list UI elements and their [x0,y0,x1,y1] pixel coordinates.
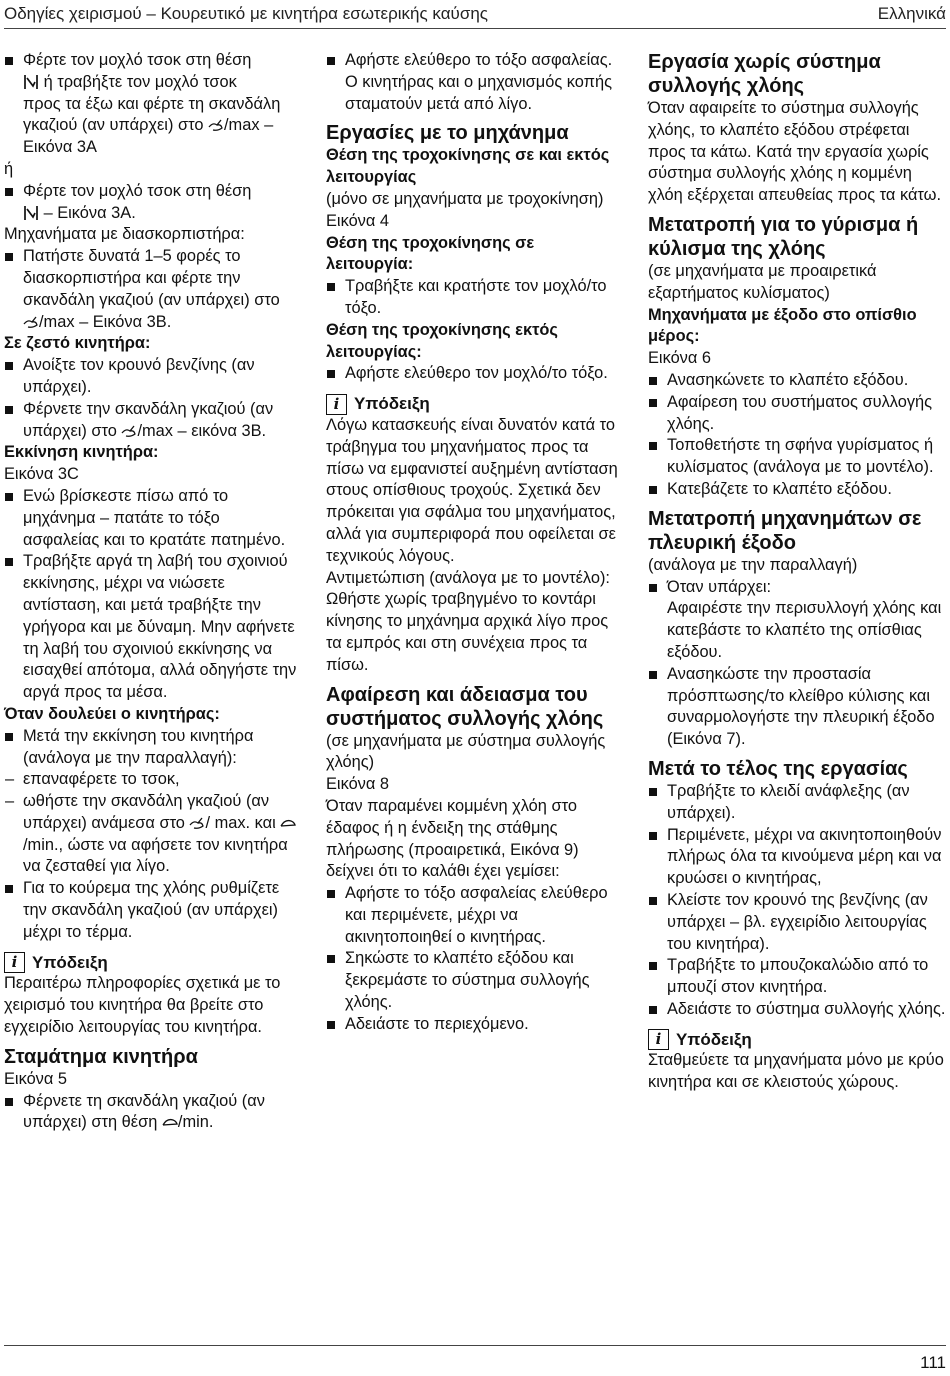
list-item: Φέρτε τον μοχλό τσοκ στη θέση – Εικόνα 3A. [4,181,300,225]
list-item: Φέρνετε τη σκανδάλη γκαζιού (αν υπάρχει) στη θέση /min. [4,1091,300,1135]
list-item: Ενώ βρίσκεστε πίσω από το μηχάνημα – πατάτε το τόξο ασφαλείας και το κρατάτε πατημένο. [4,486,300,551]
figure-ref: Εικόνα 3C [4,465,79,484]
or-text: ή [4,159,14,178]
hare-icon [23,314,39,330]
no-collector-text: Όταν αφαιρείτε το σύστημα συλλογής χλόης, το κλαπέτο εξόδου στρέφεται προς τα κάτω. Κατά την εργασία χωρίς σύστημα συλλογής χλόης η κομμένη χλόη εξέρχεται απευθείας προς τα κάτω. [648,99,942,205]
list-item: Για το κούρεμα της χλόης ρυθμίζετε την σκανδάλη γκαζιού (αν υπάρχει) μέχρι το τέρμα. [4,878,300,943]
footer-rule [4,1345,946,1346]
figure-ref: Εικόνα 4 [326,211,390,230]
note-text: Σταθμεύετε τα μηχανήματα μόνο με κρύο κινητήρα και σε κλειστούς χώρους. [648,1051,944,1092]
remove-text: Όταν παραμένει κομμένη χλόη στο έδαφος ή η ένδειξη της στάθμης πλήρωσης (προαιρετικά, Εικόνα 9) δείχνει ότι το καλάθι έχει γεμίσει: [326,796,579,881]
remove-subtitle: (σε μηχανήματα με σύστημα συλλογής χλόης) [326,731,606,772]
section-heading-side: Μετατροπή μηχανημάτων σε πλευρική έξοδο [648,507,922,554]
list-item: Περιμένετε, μέχρι να ακινητοποιηθούν πλήρως όλα τα κινούμενα μέρη και να κρυώσει ο κινητήρας, [648,825,946,890]
header-rule [4,28,946,29]
list-item: Ανασηκώστε την προστασία πρόσπτωσης/το κλείθρο κύλισης και συναρμολογήστε την πλευρική έξοδο (Εικόνα 7). [648,664,946,751]
list-item: Αφήστε ελεύθερο τον μοχλό/το τόξο. [326,363,624,385]
list-item: Φέρνετε την σκανδάλη γκαζιού (αν υπάρχει) στο /max – εικόνα 3B. [4,399,300,443]
list-item: Αφήστε το τόξο ασφαλείας ελεύθερο και περιμένετε, μέχρι να ακινητοποιηθεί ο κινητήρας. [326,883,624,948]
drive-subtitle: (μόνο σε μηχανήματα με τροχοκίνηση) [326,189,604,208]
list-item: Αφήστε ελεύθερο το τόξο ασφαλείας. Ο κινητήρας και ο μηχανισμός κοπής σταματούν μετά από λίγο. [326,50,624,115]
hot-engine-heading: Σε ζεστό κινητήρα: [4,334,151,353]
dash-item: – επαναφέρετε το τσοκ, [4,769,300,791]
hare-icon [189,815,205,831]
column-1 [4,50,300,1134]
note-heading: i Υπόδειξη [4,952,300,974]
choke-icon [23,205,39,221]
start-engine-heading: Εκκίνηση κινητήρα: [4,443,159,462]
turtle-icon [162,1114,178,1130]
hare-icon [121,423,137,439]
list-item: Μετά την εκκίνηση του κινητήρα (ανάλογα με την παραλλαγή): [4,726,300,770]
drive-off-heading: Θέση της τροχοκίνησης εκτός λειτουργίας: [326,320,558,361]
list-item: Κλείστε τον κρουνό της βενζίνης (αν υπάρχει – βλ. εγχειρίδιο λειτουργίας του κινητήρα). [648,890,946,955]
list-item: Τραβήξτε το μπουζοκαλώδιο από το μπουζί στον κινητήρα. [648,955,946,999]
list-item: Όταν υπάρχει: [648,577,946,599]
list-item: Αδειάστε το περιεχόμενο. [326,1014,624,1036]
list-item-text: Αφαιρέστε την περισυλλογή χλόης και κατεβάστε το κλαπέτο της οπίσθιας εξόδου. [667,599,942,661]
list-item: Τραβήξτε και κρατήστε τον μοχλό/το τόξο. [326,276,624,320]
primer-label: Μηχανήματα με διασκορπιστήρα: [4,225,245,244]
section-heading-end: Μετά το τέλος της εργασίας [648,757,908,780]
hare-icon [208,117,224,133]
list-item: Πατήστε δυνατά 1–5 φορές το διασκορπιστήρα και φέρτε την σκανδάλη γκαζιού (αν υπάρχει) στο /max – Εικόνα 3B. [4,246,300,333]
info-icon: i [648,1029,669,1050]
page-number: 111 [920,1353,946,1372]
column-2 [326,50,624,1036]
header-title: Οδηγίες χειρισμού – Κουρευτικό με κινητήρα εσωτερικής καύσης [4,4,488,23]
mulch-subtitle: (σε μηχανήματα με προαιρετικά εξαρτήματος κυλίσματος) [648,261,877,302]
running-heading: Όταν δουλεύει ο κινητήρας: [4,704,220,723]
info-icon: i [4,952,25,973]
drive-heading: Θέση της τροχοκίνησης σε και εκτός λειτουργίας [326,146,610,187]
figure-ref: Εικόνα 8 [326,775,390,794]
list-item: Ανασηκώνετε το κλαπέτο εξόδου. [648,370,946,392]
list-item: Αδειάστε το σύστημα συλλογής χλόης. [648,999,946,1021]
figure-ref: Εικόνα 6 [648,349,712,368]
rear-outlet-heading: Μηχανήματα με έξοδο στο οπίσθιο μέρος: [648,305,917,346]
note-text: Λόγω κατασκευής είναι δυνατόν κατά το τράβηγμα του μηχανήματος προς τα πίσω να εμφανιστεί αυξημένη αντίσταση στους οπίσθιους τροχούς. Σχετικά δεν πρόκειται για σφάλμα του μηχανήματος, αλλά για συμπεριφορά που οφείλεται σε τεχνικούς λόγους. [326,415,618,565]
column-3 [648,50,946,1094]
section-heading-no-collector: Εργασία χωρίς σύστημα συλλογής χλόης [648,51,881,97]
list-item: Φέρτε τον μοχλό τσοκ στη θέση ή τραβήξτε τον μοχλό τσοκ προς τα έξω και φέρτε τη σκανδάλη γκαζιού (αν υπάρχει) στο /max – Εικόνα 3A [4,50,300,159]
remedy-text: Αντιμετώπιση (ανάλογα με το μοντέλο): Ωθήστε χωρίς τραβηγμένο το κοντάρι κίνησης το μηχάνημα αρχικά λίγο προς τα εμπρός και στη συνέχεια προς τα πίσω. [326,568,610,674]
note-text: Περαιτέρω πληροφορίες σχετικά με το χειρισμό του κινητήρα θα βρείτε στο εγχειρίδιο λειτουργίας του κινητήρα. [4,974,281,1037]
page-header [4,3,946,27]
list-item: Τραβήξτε αργά τη λαβή του σχοινιού εκκίνησης, μέχρι να νιώσετε αντίσταση, και μετά τραβήξτε την γρήγορα και με δύναμη. Μην αφήνετε τη λαβή του σχοινιού εκκίνησης να εισαχθεί απότομα, αλλά οδηγήστε την αργά προς τα μέσα. [4,551,300,704]
turtle-icon [280,815,296,831]
side-subtitle: (ανάλογα με την παραλλαγή) [648,555,858,574]
note-heading: i Υπόδειξη [326,393,624,415]
list-item: Αφαίρεση του συστήματος συλλογής χλόης. [648,392,946,436]
section-heading-work: Εργασίες με το μηχάνημα [326,122,569,145]
drive-on-heading: Θέση της τροχοκίνησης σε λειτουργία: [326,233,535,274]
figure-ref: Εικόνα 5 [4,1069,68,1088]
list-item: Τοποθετήστε τη σφήνα γυρίσματος ή κυλίσματος (ανάλογα με το μοντέλο). [648,435,946,479]
list-item: Σηκώστε το κλαπέτο εξόδου και ξεκρεμάστε το σύστημα συλλογής χλόης. [326,948,624,1013]
list-item: Ανοίξτε τον κρουνό βενζίνης (αν υπάρχει). [4,355,300,399]
section-heading-stop: Σταμάτημα κινητήρα [4,1045,198,1068]
note-heading: i Υπόδειξη [648,1029,946,1051]
header-language: Ελληνικά [877,4,946,23]
list-item: Τραβήξτε το κλειδί ανάφλεξης (αν υπάρχει). [648,781,946,825]
dash-item: – ωθήστε την σκανδάλη γκαζιού (αν υπάρχει) ανάμεσα στο / max. και /min., ώστε να αφήσετε τον κινητήρα να ζεσταθεί για λίγο. [4,791,300,878]
choke-icon [23,74,39,90]
section-heading-mulch: Μετατροπή για το γύρισμα ή κύλισμα της χλόης [648,213,919,260]
info-icon: i [326,394,347,415]
section-heading-remove: Αφαίρεση και άδειασμα του συστήματος συλλογής χλόης [326,683,604,730]
list-item: Κατεβάζετε το κλαπέτο εξόδου. [648,479,946,501]
